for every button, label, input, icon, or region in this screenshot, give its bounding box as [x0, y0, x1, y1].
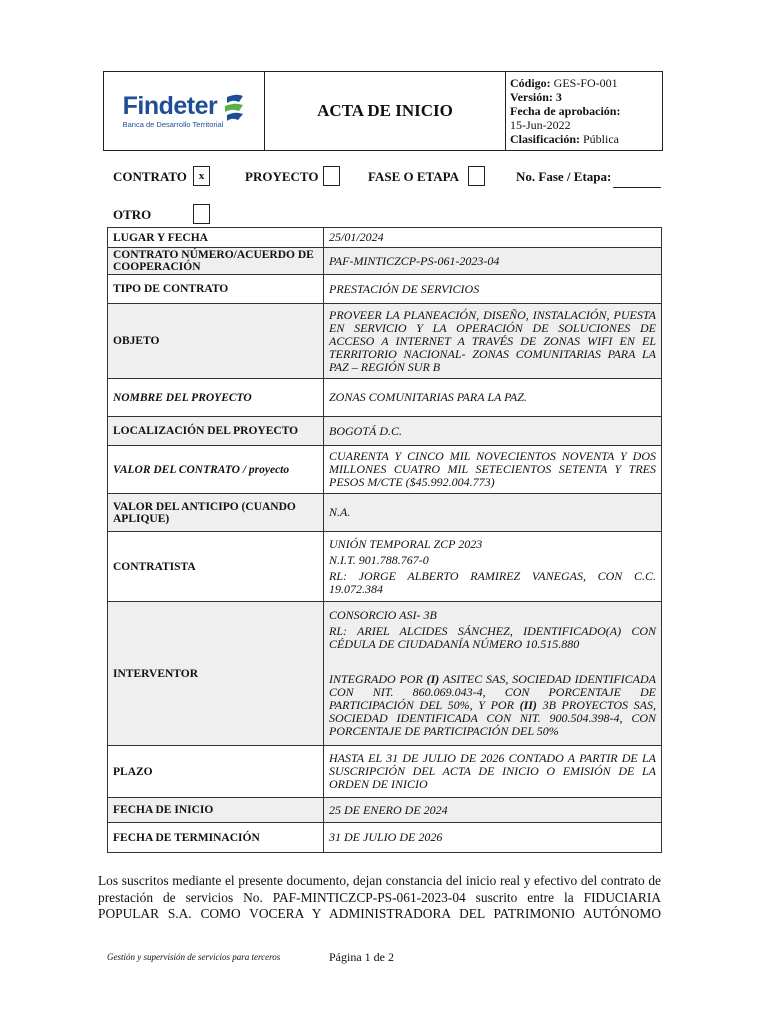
document-title: ACTA DE INICIO: [265, 72, 506, 150]
proyecto-label: PROYECTO: [245, 169, 319, 184]
fase-label: FASE O ETAPA: [368, 169, 460, 184]
nombre-proyecto-label: NOMBRE DEL PROYECTO: [108, 379, 324, 417]
plazo-label: PLAZO: [108, 746, 324, 798]
nombre-proyecto-value: ZONAS COMUNITARIAS PARA LA PAZ.: [324, 379, 662, 417]
table-row: [108, 798, 662, 823]
table-row: [108, 275, 662, 304]
intro-paragraph: Los suscritos mediante el presente documento, dejan constancia del inicio real y efectivo del contrato de prestación de servicios No. PAF-MINTICZCP-PS-061-2023-04 suscrito entre la FIDUCIARIA POPULAR S.A. COMO VOCERA Y ADMINISTRADORA DEL PATRIMONIO AUTÓNOMO: [98, 873, 661, 921]
otro-checkbox[interactable]: [193, 204, 210, 224]
document-metadata: [506, 72, 662, 150]
plazo-value: HASTA EL 31 DE JULIO DE 2026 CONTADO A PARTIR DE LA SUSCRIPCIÓN DEL ACTA DE INICIO O EMISIÓN DE LA ORDEN DE INICIO: [324, 746, 662, 798]
fecha-terminacion-value: 31 DE JULIO DE 2026: [324, 823, 662, 853]
interventor-value: CONSORCIO ASI- 3B RL: ARIEL ALCIDES SÁNCHEZ, IDENTIFICADO(A) CON CÉDULA DE CIUDADANÍA NÚMERO 10.515.880 INTEGRADO POR (I) ASITEC SAS, SOCIEDAD IDENTIFICADA CON NIT. 860.069.043-4, CON PORCENTAJE DE PARTICIPACIÓN DEL 50%, Y POR (II) 3B PROYECTOS SAS, SOCIEDAD IDENTIFICADA CON NIT. 900.504.398-4, CON PORCENTAJE DE PARTICIPACIÓN DEL 50%: [324, 602, 662, 746]
fecha-inicio-label: FECHA DE INICIO: [108, 798, 324, 823]
anticipo-value: N.A.: [324, 494, 662, 532]
objeto-label: OBJETO: [108, 304, 324, 379]
valor-contrato-label: VALOR DEL CONTRATO / proyecto: [108, 446, 324, 494]
otro-label: OTRO: [113, 207, 152, 222]
table-row: [108, 494, 662, 532]
contratista-value: UNIÓN TEMPORAL ZCP 2023 N.I.T. 901.788.767-0 RL: JORGE ALBERTO RAMIREZ VANEGAS, CON C.C. 19.072.384: [324, 532, 662, 602]
lugar-fecha-value: 25/01/2024: [324, 228, 662, 248]
logo-subtitle: Banca de Desarrollo Territorial: [122, 120, 224, 129]
findeter-logo: [123, 93, 246, 129]
fecha-inicio-value: 25 DE ENERO DE 2024: [324, 798, 662, 823]
clasificacion-line: Clasificación: Pública: [510, 132, 619, 146]
table-row: [108, 746, 662, 798]
table-row: [108, 304, 662, 379]
localizacion-label: LOCALIZACIÓN DEL PROYECTO: [108, 417, 324, 446]
no-fase-label: No. Fase / Etapa:: [516, 169, 612, 184]
findeter-swoosh-icon: [223, 93, 245, 123]
contrato-checkbox[interactable]: x: [193, 166, 210, 186]
no-fase-blank[interactable]: [613, 187, 661, 188]
page-number: Página 1 de 2: [329, 950, 394, 964]
contrato-label: CONTRATO: [113, 169, 187, 184]
logo-cell: [104, 72, 265, 150]
table-row: [108, 228, 662, 248]
table-row: [108, 417, 662, 446]
table-row: [108, 602, 662, 746]
logo-word: Findeter: [122, 92, 218, 120]
contratista-label: CONTRATISTA: [108, 532, 324, 602]
codigo-line: Código: GES-FO-001: [510, 76, 618, 90]
fecha-aprobacion-label: Fecha de aprobación:: [510, 104, 621, 118]
localizacion-value: BOGOTÁ D.C.: [324, 417, 662, 446]
interventor-label: INTERVENTOR: [108, 602, 324, 746]
contrato-numero-label: CONTRATO NÚMERO/ACUERDO DE COOPERACIÓN: [108, 248, 324, 275]
table-row: [108, 248, 662, 275]
fecha-aprobacion-value: 15-Jun-2022: [510, 118, 571, 132]
tipo-contrato-label: TIPO DE CONTRATO: [108, 275, 324, 304]
table-row: [108, 379, 662, 417]
footer-text: Gestión y supervisión de servicios para terceros: [107, 952, 281, 962]
table-row: [108, 446, 662, 494]
tipo-contrato-value: PRESTACIÓN DE SERVICIOS: [324, 275, 662, 304]
objeto-value: PROVEER LA PLANEACIÓN, DISEÑO, INSTALACIÓN, PUESTA EN SERVICIO Y LA OPERACIÓN DE SOLUCIONES DE ACCESO A INTERNET A TRAVÉS DE ZONAS WIFI EN EL TERRITORIO NACIONAL- ZONAS COMUNITARIAS PARA LA PAZ – REGIÓN SUR B: [324, 304, 662, 379]
valor-contrato-value: CUARENTA Y CINCO MIL NOVECIENTOS NOVENTA Y DOS MILLONES CUATRO MIL SETECIENTOS SETENTA Y TRES PESOS M/CTE ($45.992.004.773): [324, 446, 662, 494]
fase-checkbox[interactable]: [468, 166, 485, 186]
version-line: Versión: 3: [510, 90, 562, 104]
contrato-numero-value: PAF-MINTICZCP-PS-061-2023-04: [324, 248, 662, 275]
lugar-fecha-label: LUGAR Y FECHA: [108, 228, 324, 248]
document-header: [103, 71, 663, 151]
anticipo-label: VALOR DEL ANTICIPO (CUANDO APLIQUE): [108, 494, 324, 532]
table-row: [108, 532, 662, 602]
type-checkboxes: [113, 165, 673, 235]
contract-info-table: [107, 227, 662, 853]
fecha-terminacion-label: FECHA DE TERMINACIÓN: [108, 823, 324, 853]
proyecto-checkbox[interactable]: [323, 166, 340, 186]
table-row: [108, 823, 662, 853]
